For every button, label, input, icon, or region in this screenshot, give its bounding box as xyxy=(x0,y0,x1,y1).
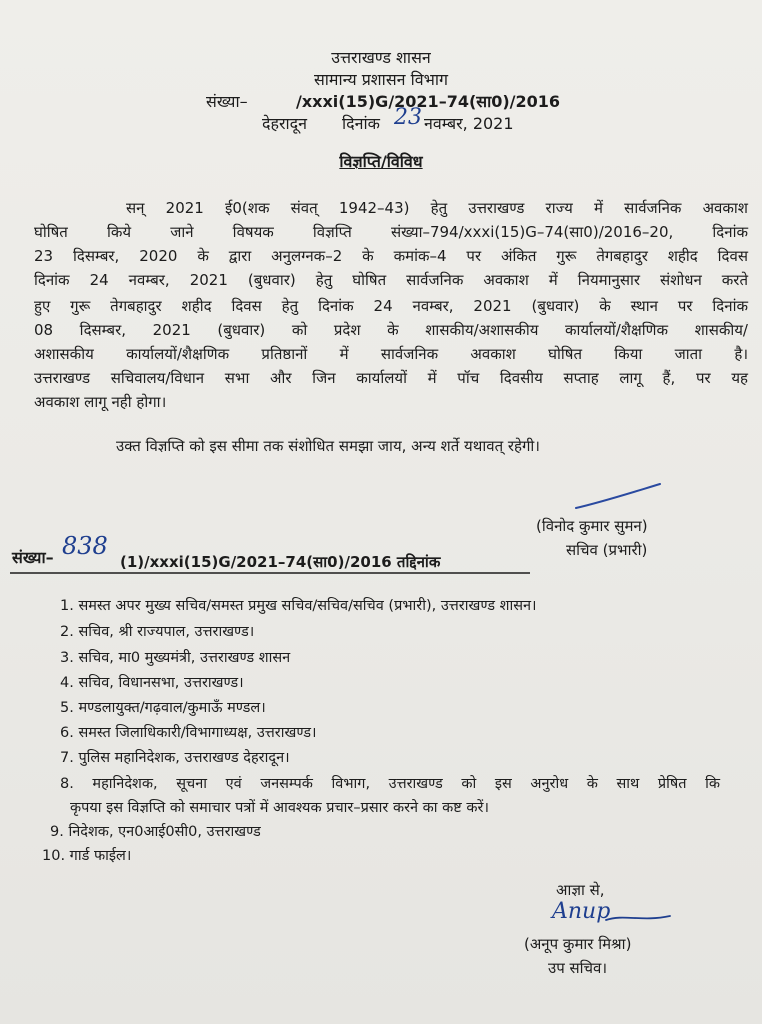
place: देहरादून xyxy=(262,114,308,133)
date-rest: नवम्बर, 2021 xyxy=(424,114,514,133)
distribution-item-2: 2. सचिव, श्री राज्यपाल, उत्तराखण्ड। xyxy=(60,624,255,640)
signatory1-designation: सचिव (प्रभारी) xyxy=(566,541,648,559)
distribution-item-7: 7. पुलिस महानिदेशक, उत्तराखण्ड देहरादून। xyxy=(60,750,290,766)
distribution-item-4: 4. सचिव, विधानसभा, उत्तराखण्ड। xyxy=(60,675,244,691)
govt-name: उत्तराखण्ड शासन xyxy=(331,48,431,67)
handwritten-number: 838 xyxy=(62,532,108,560)
para1-line9: अवकाश लागू नही होगा। xyxy=(34,393,167,411)
reference-number: /xxxi(15)G/2021–74(सा0)/2016 xyxy=(296,92,561,111)
para2: उक्त विज्ञप्ति को इस सीमा तक संशोधित समझा जाय, अन्य शर्ते यथावत् रहेगी। xyxy=(116,437,540,455)
signatory1-name: (विनोद कुमार सुमन) xyxy=(536,517,648,535)
para1-line1: सन् 2021 ई0(शक संवत् 1942–43) हेतु उत्तराखण्ड राज्य में सार्वजनिक अवकाश xyxy=(126,199,748,217)
signature-stroke-1 xyxy=(572,482,664,512)
department-name: सामान्य प्रशासन विभाग xyxy=(313,70,449,89)
signature-tail xyxy=(604,910,674,926)
para1-line7: अशासकीय कार्यालयों/शैक्षणिक प्रतिष्ठानों में सार्वजनिक अवकाश घोषित किया जाता है। xyxy=(34,345,748,363)
distribution-item-5: 5. मण्डलायुक्त/गढ़वाल/कुमाऊँ मण्डल। xyxy=(60,700,266,716)
distribution-item-9: 9. निदेशक, एन0आई0सी0, उत्तराखण्ड xyxy=(50,824,261,840)
notice-title: विज्ञप्ति/विविध xyxy=(339,152,423,171)
para1-line3: 23 दिसम्बर, 2020 के द्वारा अनुलग्नक–2 के कमांक–4 पर अंकित गुरू तेगबहादुर शहीद दिवस xyxy=(34,247,748,265)
date-label: दिनांक xyxy=(342,114,380,133)
signatory2-designation: उप सचिव। xyxy=(548,959,608,977)
aagya-se: आज्ञा से, xyxy=(556,881,605,899)
endorsement-reference: (1)/xxxi(15)G/2021–74(सा0)/2016 तद्दिनांक xyxy=(120,553,441,571)
distribution-item-8-cont: कृपया इस विज्ञप्ति को समाचार पत्रों में आवश्यक प्रचार–प्रसार करने का कष्ट करें। xyxy=(70,800,489,816)
para1-line2: घोषित किये जाने विषयक विज्ञप्ति संख्या–794/xxxi(15)G–74(सा0)/2016–20, दिनांक xyxy=(34,223,748,241)
para1-line6: 08 दिसम्बर, 2021 (बुधवार) को प्रदेश के शासकीय/अशासकीय कार्यालयों/शैक्षणिक शासकीय/ xyxy=(34,321,748,339)
distribution-item-8: 8. महानिदेशक, सूचना एवं जनसम्पर्क विभाग, उत्तराखण्ड को इस अनुरोध के साथ प्रेषित कि xyxy=(60,776,720,792)
para1-line8: उत्तराखण्ड सचिवालय/विधान सभा और जिन कार्यालयों में पॉच दिवसीय सप्ताह लागू हैं, पर यह xyxy=(34,369,748,387)
para1-line5: हुए गुरू तेगबहादुर शहीद दिवस हेतु दिनांक 24 नवम्बर, 2021 (बुधवार) के स्थान पर दिनांक xyxy=(34,297,748,315)
signatory2-name: (अनूप कुमार मिश्रा) xyxy=(524,935,632,953)
distribution-item-3: 3. सचिव, मा0 मुख्यमंत्री, उत्तराखण्ड शासन xyxy=(60,650,291,666)
para1-line4: दिनांक 24 नवम्बर, 2021 (बुधवार) हेतु घोषित सार्वजनिक अवकाश में नियमानुसार संशोधन करते xyxy=(34,271,748,289)
distribution-item-1: 1. समस्त अपर मुख्य सचिव/समस्त प्रमुख सचिव/सचिव/सचिव (प्रभारी), उत्तराखण्ड शासन। xyxy=(60,598,537,614)
handwritten-date: 23 xyxy=(394,105,422,130)
signature-2: Anup xyxy=(552,899,611,924)
endorsement-underline xyxy=(10,571,530,575)
distribution-item-10: 10. गार्ड फाईल। xyxy=(42,848,132,864)
distribution-item-6: 6. समस्त जिलाधिकारी/विभागाध्यक्ष, उत्तराखण्ड। xyxy=(60,725,317,741)
sankhya-label: संख्या– xyxy=(206,92,248,111)
endorsement-sankhya-label: संख्या– xyxy=(12,548,54,567)
